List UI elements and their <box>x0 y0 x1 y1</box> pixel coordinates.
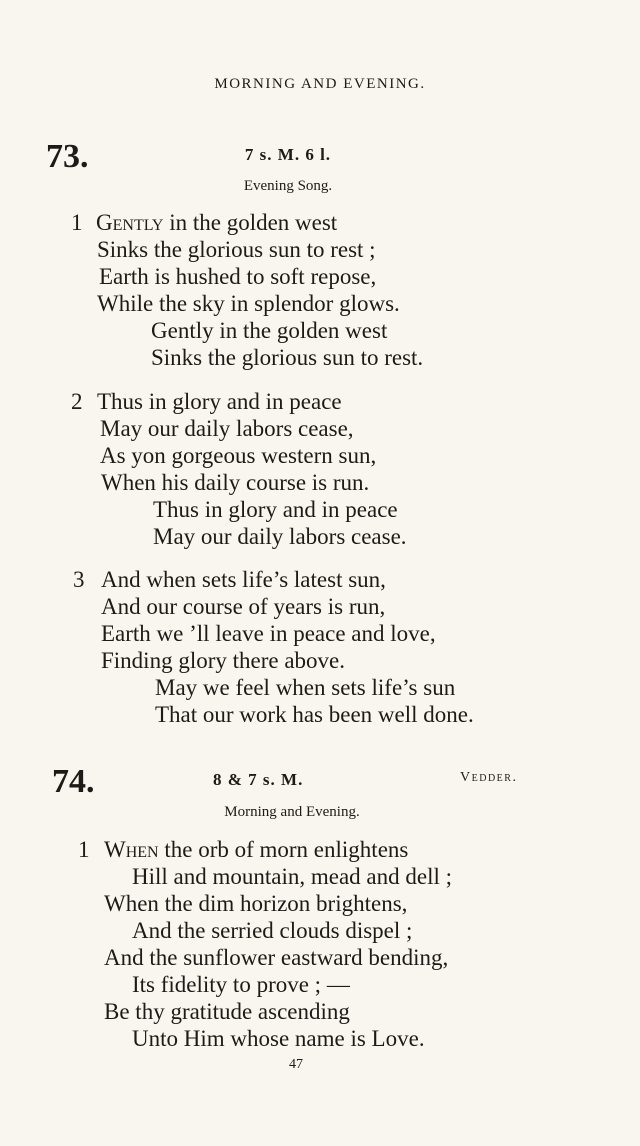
verse-line: When his daily course is run. <box>101 470 370 495</box>
verse-line-rest: the orb of morn enlightens <box>158 837 409 862</box>
verse-line: And our course of years is run, <box>101 594 386 619</box>
verse-refrain-line: Gently in the golden west <box>151 318 388 343</box>
verse-line: When the dim horizon brightens, <box>104 891 408 916</box>
verse-number: 1 <box>78 837 90 862</box>
verse-line: While the sky in splendor glows. <box>97 291 400 316</box>
verse-line: And the serried clouds dispel ; <box>132 918 413 943</box>
verse-line: Unto Him whose name is Love. <box>132 1026 425 1051</box>
running-head: MORNING AND EVENING. <box>214 76 426 92</box>
verse-first-word: When <box>104 837 159 862</box>
verse-number: 2 <box>71 389 83 414</box>
hymn-subtitle: Morning and Evening. <box>224 804 360 820</box>
hymn-meter: 8 & 7 s. M. <box>213 770 304 789</box>
verse-line: May our daily labors cease, <box>100 416 354 441</box>
verse-number: 1 <box>71 210 83 235</box>
verse-number: 3 <box>73 567 85 592</box>
hymn-subtitle: Evening Song. <box>243 178 333 194</box>
hymn-number: 73. <box>46 138 89 175</box>
verse-refrain-line: Thus in glory and in peace <box>153 497 398 522</box>
verse-line: And when sets life’s latest sun, <box>101 567 386 592</box>
verse-line: Finding glory there above. <box>101 648 346 673</box>
verse-line: Be thy gratitude ascending <box>104 999 350 1024</box>
verse-line <box>96 210 337 236</box>
page-number: 47 <box>289 1057 303 1072</box>
verse-line: Earth is hushed to soft repose, <box>99 264 377 289</box>
verse-first-word: Gently <box>96 210 164 235</box>
verse-line <box>104 837 408 863</box>
hymn-composer: Vedder. <box>460 770 518 785</box>
verse-refrain-line: May we feel when sets life’s sun <box>155 675 456 700</box>
verse-refrain-line: Sinks the glorious sun to rest. <box>151 345 424 370</box>
verse-line: And the sunflower eastward bending, <box>104 945 449 970</box>
hymn-meter: 7 s. M. 6 l. <box>244 145 332 164</box>
verse-line: Its fidelity to prove ; — <box>132 972 350 997</box>
hymn-number: 74. <box>52 763 95 800</box>
verse-line: As yon gorgeous western sun, <box>100 443 377 468</box>
verse-line: Hill and mountain, mead and dell ; <box>132 864 453 889</box>
verse-line: Earth we ’ll leave in peace and love, <box>101 621 436 646</box>
verse-refrain-line: May our daily labors cease. <box>153 524 407 549</box>
verse-line: Thus in glory and in peace <box>97 389 342 414</box>
verse-line-rest: in the golden west <box>163 210 338 235</box>
verse-refrain-line: That our work has been well done. <box>155 702 474 727</box>
verse-line: Sinks the glorious sun to rest ; <box>97 237 376 262</box>
